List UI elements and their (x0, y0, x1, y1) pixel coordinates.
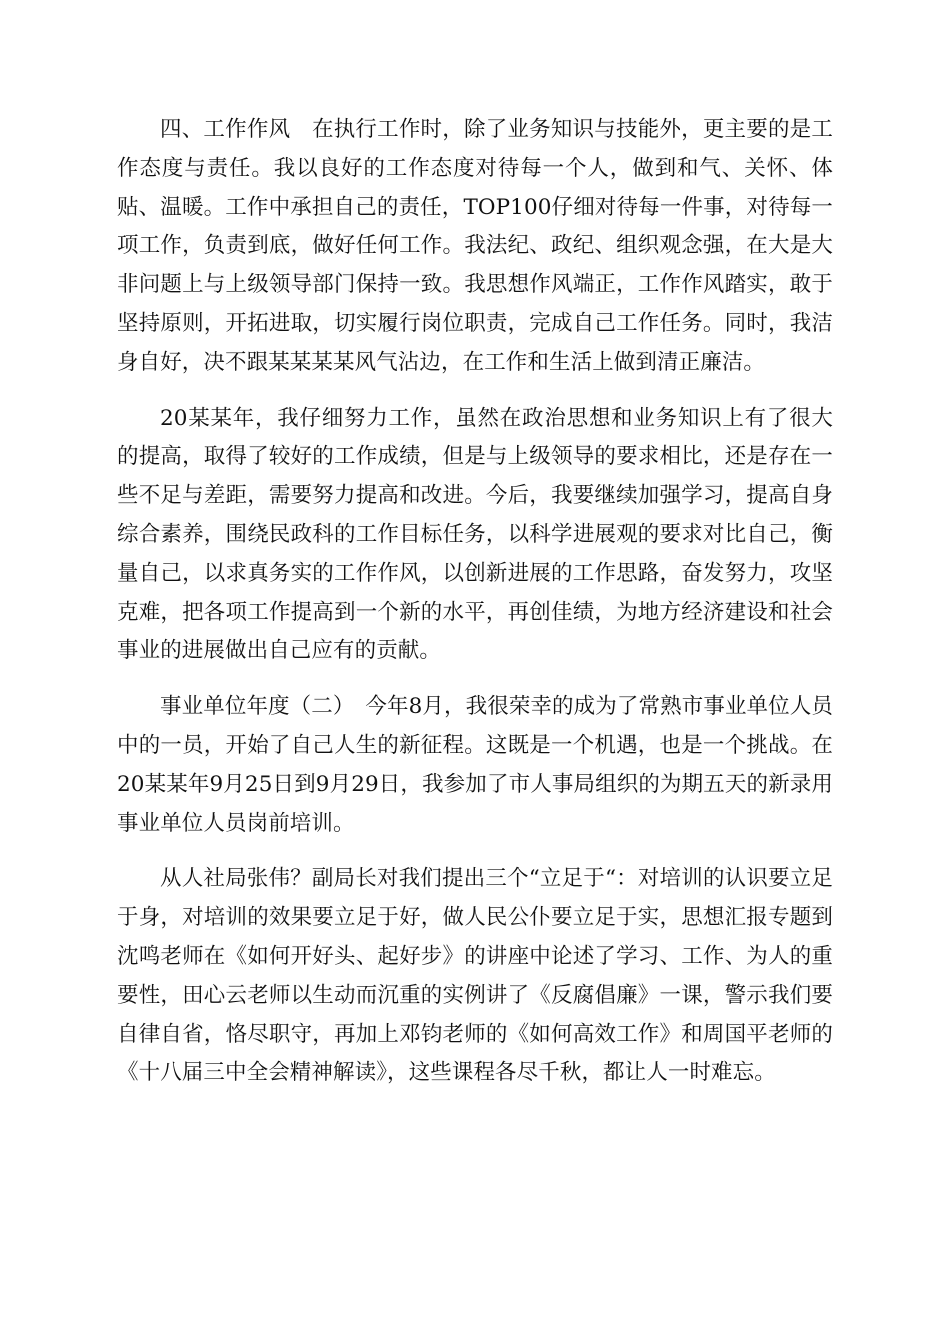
paragraph-training-courses: 从人社局张伟？副局长对我们提出三个“立足于“：对培训的认识要立足于身，对培训的效果要立足于好，做人民公仆要立足于实，思想汇报专题到沈鸣老师在《如何开好头、起好步》的讲座中论述了学习、工作、为人的重要性，田心云老师以生动而沉重的实例讲了《反腐倡廉》一课，警示我们要自律自省，恪尽职守，再加上邓钧老师的《如何高效工作》和周国平老师的《十八届三中全会精神解读》，这些课程各尽千秋，都让人一时难忘。 (117, 866, 833, 1086)
document-body (117, 111, 833, 1093)
paragraph-work-style: 四、工作作风 在执行工作时，除了业务知识与技能外，更主要的是工作态度与责任。我以良好的工作态度对待每一个人，做到和气、关怀、体贴、温暖。工作中承担自己的责任，TOP100仔细对待每一件事，对待每一项工作，负责到底，做好任何工作。我法纪、政纪、组织观念强，在大是大非问题上与上级领导部门保持一致。我思想作风端正，工作作风踏实，敢于坚持原则，开拓进取，切实履行岗位职责，完成自己工作任务。同时，我洁身自好，决不跟某某某某风气沾边，在工作和生活上做到清正廉洁。 (117, 117, 833, 375)
paragraph-year-summary: 20某某年，我仔细努力工作，虽然在政治思想和业务知识上有了很大的提高，取得了较好的工作成绩，但是与上级领导的要求相比，还是存在一些不足与差距，需要努力提高和改进。今后，我要继续加强学习，提高自身综合素养，围绕民政科的工作目标任务，以科学进展观的要求对比自己，衡量自己，以求真务实的工作作风，以创新进展的工作思路，奋发努力，攻坚克难，把各项工作提高到一个新的水平，再创佳绩，为地方经济建设和社会事业的进展做出自己应有的贡献。 (117, 405, 833, 664)
paragraph-institution-annual: 事业单位年度（二） 今年8月，我很荣幸的成为了常熟市事业单位人员中的一员，开始了自己人生的新征程。这既是一个机遇，也是一个挑战。在20某某年9月25日到9月29日，我参加了市人事局组织的为期五天的新录用事业单位人员岗前培训。 (117, 694, 833, 836)
